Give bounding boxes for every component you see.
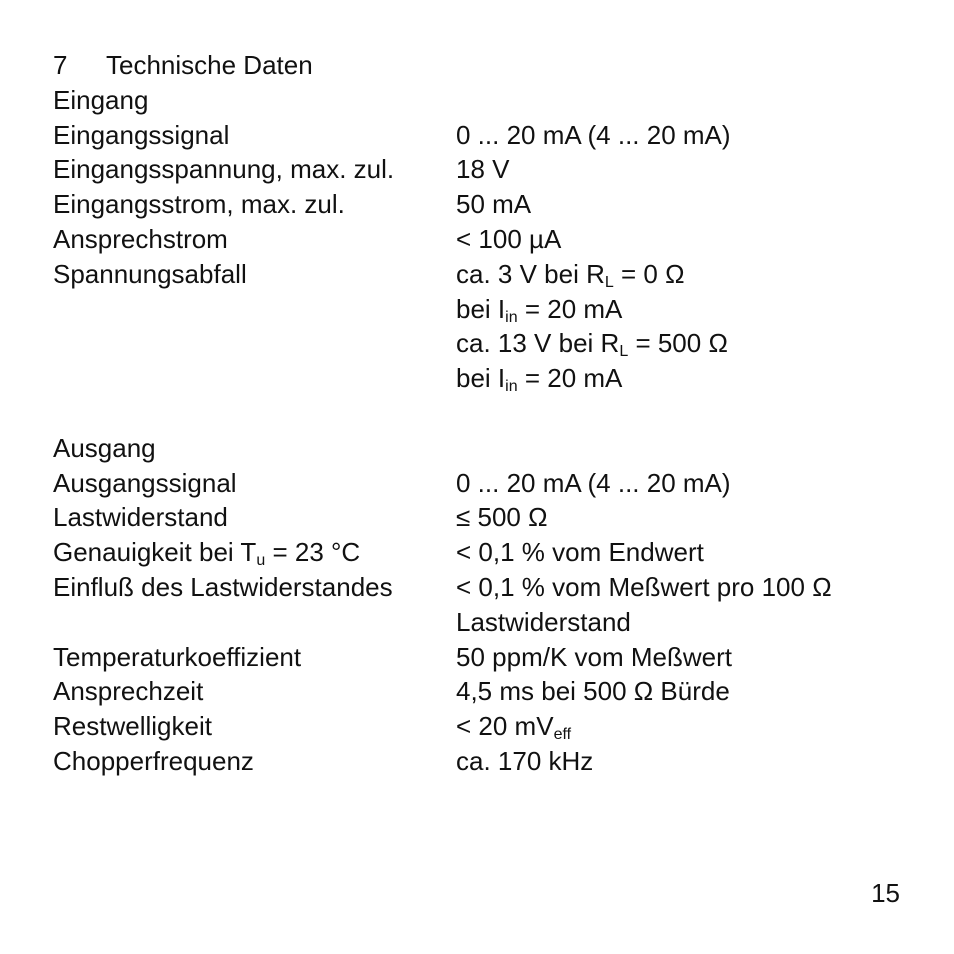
- document-page: [53, 48, 913, 779]
- input-current-label: Eingangsstrom, max. zul.: [53, 189, 345, 220]
- text-fragment: ca. 13 V bei R: [456, 328, 620, 359]
- input-voltage-value: 18 V: [456, 154, 510, 185]
- influence-value-cont: Lastwiderstand: [456, 606, 631, 637]
- accuracy-label: [53, 535, 456, 570]
- load-value: ≤ 500 Ω: [456, 502, 548, 533]
- load-row: [53, 500, 913, 535]
- subscript: in: [505, 378, 518, 396]
- empty-label: [53, 326, 456, 361]
- text-fragment: = 20 mA: [517, 363, 623, 394]
- response-time-row: [53, 674, 913, 709]
- text-fragment: < 20 mV: [456, 711, 554, 742]
- input-current-value: 50 mA: [456, 189, 532, 220]
- input-signal-row: [53, 118, 913, 153]
- output-signal-label: Ausgangssignal: [53, 467, 237, 498]
- influence-row-cont: [53, 605, 913, 640]
- voltage-drop-row-3: [53, 326, 913, 361]
- ripple-label: Restwelligkeit: [53, 711, 212, 742]
- subscript: L: [619, 343, 629, 361]
- section-title: Technische Daten: [106, 50, 313, 80]
- input-heading: Eingang: [53, 84, 149, 115]
- response-current-label: Ansprechstrom: [53, 223, 228, 254]
- empty-label: [53, 292, 456, 327]
- influence-value: < 0,1 % vom Meßwert pro 100 Ω: [456, 571, 832, 602]
- response-time-value: 4,5 ms bei 500 Ω Bürde: [456, 676, 730, 707]
- output-signal-row: [53, 466, 913, 501]
- input-current-row: [53, 187, 913, 222]
- section-heading: [53, 48, 913, 83]
- ripple-value: [456, 709, 913, 744]
- response-current-value: < 100 µA: [456, 223, 562, 254]
- empty-label: [53, 361, 456, 396]
- chopper-value: ca. 170 kHz: [456, 745, 594, 776]
- chopper-row: [53, 744, 913, 779]
- accuracy-row: [53, 535, 913, 570]
- text-fragment: = 20 mA: [517, 293, 623, 324]
- response-time-label: Ansprechzeit: [53, 676, 204, 707]
- empty-label: [53, 605, 456, 640]
- load-label: Lastwiderstand: [53, 502, 228, 533]
- voltage-drop-row: [53, 257, 913, 292]
- text-fragment: Genauigkeit bei T: [53, 537, 257, 568]
- output-signal-value: 0 ... 20 mA (4 ... 20 mA): [456, 467, 731, 498]
- ripple-row: [53, 709, 913, 744]
- text-fragment: = 23 °C: [265, 537, 361, 568]
- section-number: 7: [53, 50, 68, 80]
- subscript: u: [256, 552, 266, 570]
- text-fragment: bei I: [456, 363, 506, 394]
- accuracy-value: < 0,1 % vom Endwert: [456, 537, 704, 568]
- page-number: 15: [871, 878, 900, 908]
- voltage-drop-value-4: [456, 361, 913, 396]
- spacer: [53, 396, 913, 431]
- influence-row: [53, 570, 913, 605]
- influence-label: Einfluß des Lastwiderstandes: [53, 571, 393, 602]
- voltage-drop-label: Spannungsabfall: [53, 258, 247, 289]
- text-fragment: ca. 3 V bei R: [456, 258, 605, 289]
- chopper-label: Chopperfrequenz: [53, 745, 254, 776]
- input-signal-label: Eingangssignal: [53, 119, 230, 150]
- subscript: in: [505, 308, 518, 326]
- voltage-drop-row-4: [53, 361, 913, 396]
- input-voltage-row: [53, 152, 913, 187]
- subscript: L: [604, 273, 614, 291]
- input-signal-value: 0 ... 20 mA (4 ... 20 mA): [456, 119, 731, 150]
- subscript: eff: [553, 726, 572, 744]
- input-voltage-label: Eingangsspannung, max. zul.: [53, 154, 395, 185]
- voltage-drop-value-2: [456, 292, 913, 327]
- text-fragment: = 500 Ω: [628, 328, 728, 359]
- voltage-drop-value-3: [456, 326, 913, 361]
- output-heading: Ausgang: [53, 432, 156, 463]
- response-current-row: [53, 222, 913, 257]
- text-fragment: bei I: [456, 293, 506, 324]
- temperature-row: [53, 640, 913, 675]
- voltage-drop-value-1: [456, 257, 913, 292]
- temperature-label: Temperaturkoeffizient: [53, 641, 302, 672]
- temperature-value: 50 ppm/K vom Meßwert: [456, 641, 732, 672]
- voltage-drop-row-2: [53, 292, 913, 327]
- text-fragment: = 0 Ω: [613, 258, 685, 289]
